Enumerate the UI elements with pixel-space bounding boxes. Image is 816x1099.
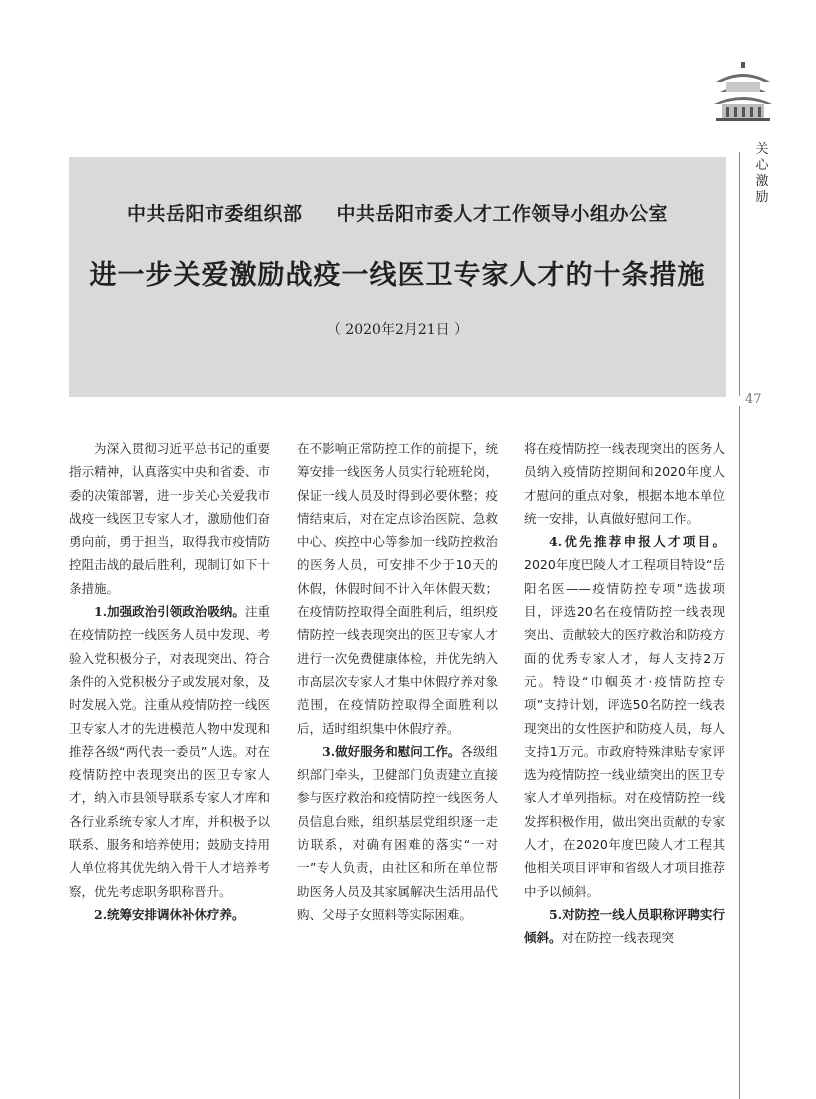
paragraph-body: 对在防控一线表现突: [561, 930, 675, 946]
document-date: （ 2020年2月21日 ）: [326, 322, 469, 338]
section-heading: 4.优先推荐申报人才项目。: [549, 534, 725, 550]
section-heading: 1.加强政治引领政治吸纳。: [94, 604, 245, 620]
paragraph: [524, 903, 725, 950]
document-title: 进一步关爱激励战疫一线医卫专家人才的十条措施: [89, 260, 706, 291]
text-column-2: [297, 437, 498, 926]
page-rail-line: [739, 406, 740, 1099]
paragraph-body: 2020年度巴陵人才工程项目特设“岳阳名医——疫情防控专项”选拔项目，评选20名在疫情防控一线表现突出、贡献较大的医疗救治和防疫方面的优秀专家人才，每人支持2万元。特设“巾帼英才·疫情防控专项”支持计划，评选50名防控一线表现突出的女性医护和防疫人员，每人支持1万元。市政府特殊津贴专家评选为疫情防控一线业绩突出的医卫专家人才单列指标。对在疫情防控一线发挥积极作用，做出突出贡献的专家人才，在2020年度巴陵人才工程其他相关项目评审和省级人才项目推荐中予以倾斜。: [524, 557, 725, 899]
section-heading: 5.对防控一线人员职称评聘实行倾斜。: [524, 906, 725, 946]
paragraph: [524, 530, 725, 903]
page-number: 47: [745, 392, 762, 407]
paragraph: 将在疫情防控一线表现突出的医务人员纳入疫情防控期间和2020年度人才慰问的重点对象，根据本地本单位统一安排，认真做好慰问工作。: [524, 441, 725, 526]
pavilion-illustration: [712, 62, 774, 126]
paragraph-body: 注重在疫情防控一线医务人员中发现、考验入党积极分子，对表现突出、符合条件的入党积极分子或发展对象，及时发展入党。注重从疫情防控一线医卫专家人才的先进模范人物中发现和推荐各级“两代表一委员”人选。对在疫情防控中表现突出的医卫专家人才，纳入市县领导联系专家人才库和各行业系统专家人才库，并积极予以联系、服务和培养使用；鼓励支持用人单位将其优先纳入骨干人才培养考察，优先考虑职务职称晋升。: [69, 604, 270, 899]
section-heading: 2.统筹安排调休补休疗养。: [94, 906, 245, 922]
organization-2: 中共岳阳市委人才工作领导小组办公室: [336, 203, 669, 225]
paragraph: [69, 600, 270, 903]
sidebar-divider: [739, 152, 740, 396]
paragraph: [297, 740, 498, 926]
paragraph: 为深入贯彻习近平总书记的重要指示精神，认真落实中央和省委、市委的决策部署，进一步关心关爱我市战疫一线医卫专家人才，激励他们奋勇向前，勇于担当，取得我市疫情防控阻击战的最后胜利，现制订如下十条措施。: [69, 441, 270, 596]
paragraph: 在不影响正常防控工作的前提下，统筹安排一线医务人员实行轮班轮岗，保证一线人员及时得到必要休整；疫情结束后，对在定点诊治医院、急救中心、疾控中心等参加一线防控救治的医务人员，可安排不少于10天的休假，休假时间不计入年休假天数；在疫情防控取得全面胜利后，组织疫情防控一线表现突出的医卫专家人才进行一次免费健康体检，并优先纳入市高层次专家人才集中休假疗养对象范围，在疫情防控取得全面胜利以后，适时组织集中休假疗养。: [297, 441, 498, 736]
organization-1: 中共岳阳市委组织部: [126, 203, 303, 225]
text-column-1: [69, 437, 270, 926]
text-column-3: [524, 437, 725, 950]
title-banner: [69, 157, 726, 397]
issuing-organizations: [69, 199, 726, 226]
section-heading: 3.做好服务和慰问工作。: [322, 743, 461, 759]
paragraph-body: 各级组织部门牵头，卫健部门负责建立直接参与医疗救治和疫情防控一线医务人员信息台账，组织基层党组织逐一走访联系，对确有困难的落实“一对一”专人负责，由社区和所在单位帮助医务人员及其家属解决生活用品代购、父母子女照料等实际困难。: [297, 743, 498, 922]
paragraph: [69, 903, 270, 926]
section-label: 关心激励: [755, 142, 769, 205]
